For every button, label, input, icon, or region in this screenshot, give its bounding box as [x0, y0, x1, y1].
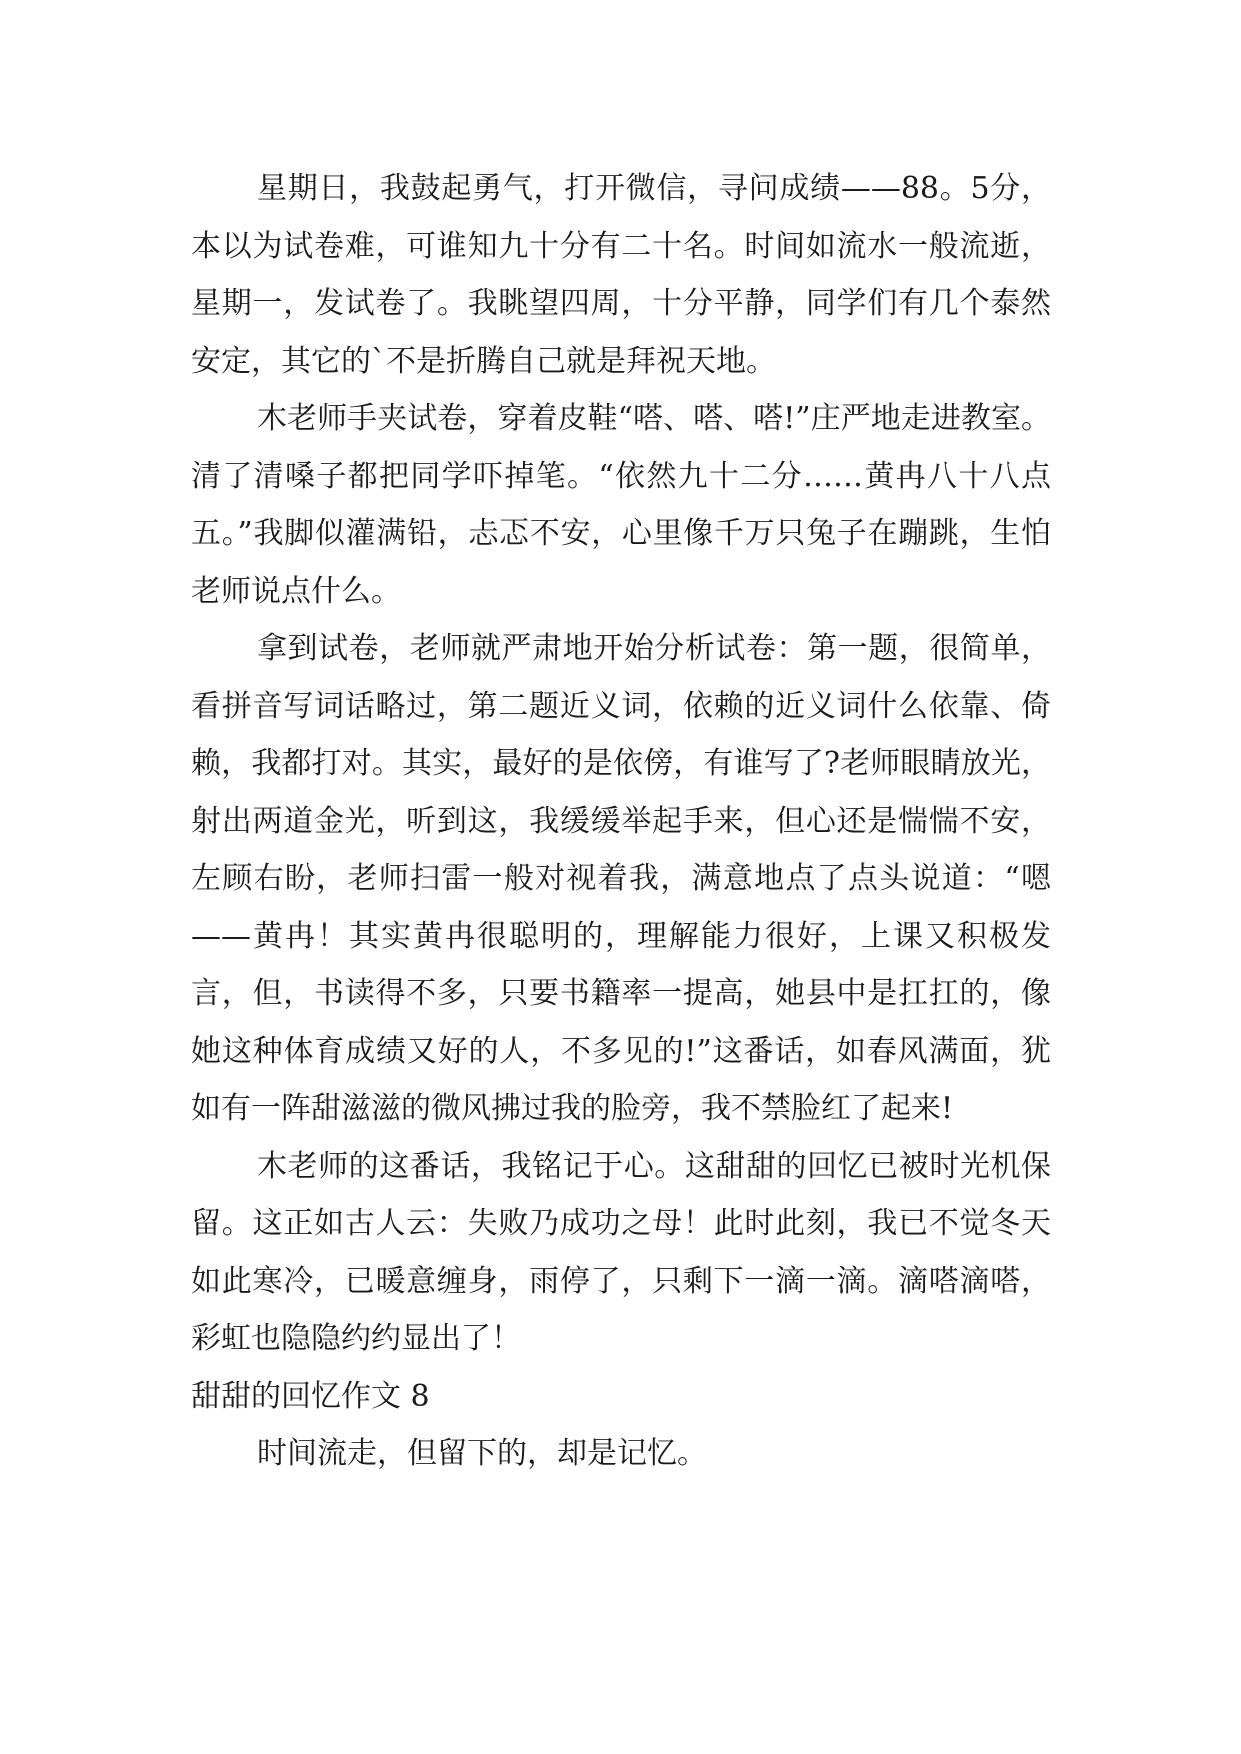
essay-heading: 甜甜的回忆作文 8 — [191, 1378, 430, 1414]
paragraph-3: 拿到试卷，老师就严肃地开始分析试卷：第一题，很简单，看拼音写词话略过，第二题近义词，依赖的近义词什么依靠、倚赖，我都打对。其实，最好的是依傍，有谁写了?老师眼睛放光，射出两道金光，听到这，我缓缓举起手来，但心还是惴惴不安，左顾右盼，老师扫雷一般对视着我，满意地点了点头说道：“嗯——黄冉！其实黄冉很聪明的，理解能力很好，上课又积极发言，但，书读得不多，只要书籍率一提高，她县中是扛扛的，像她这种体育成绩又好的人，不多见的!”这番话，如春风满面，犹如有一阵甜滋滋的微风拂过我的脸旁，我不禁脸红了起来! — [191, 631, 1051, 1126]
closing-paragraph: 时间流走，但留下的，却是记忆。 — [257, 1436, 707, 1471]
paragraph-4: 木老师的这番话，我铭记于心。这甜甜的回忆已被时光机保留。这正如古人云：失败乃成功之母！此时此刻，我已不觉冬天如此寒冷，已暖意缠身，雨停了，只剩下一滴一滴。滴嗒滴嗒，彩虹也隐隐约约显出了！ — [191, 1148, 1051, 1356]
document-body — [191, 160, 1051, 1483]
paragraph-1: 星期日，我鼓起勇气，打开微信，寻问成绩——88。5分，本以为试卷难，可谁知九十分有二十名。时间如流水一般流逝，星期一，发试卷了。我眺望四周，十分平静，同学们有几个泰然安定，其它的`不是折腾自己就是拜祝天地。 — [191, 171, 1051, 379]
paragraph-2: 木老师手夹试卷，穿着皮鞋“嗒、嗒、嗒!”庄严地走进教室。清了清嗓子都把同学吓掉笔。“依然九十二分……黄冉八十八点五。”我脚似灌满铅，忐忑不安，心里像千万只兔子在蹦跳，生怕老师说点什么。 — [191, 401, 1051, 609]
